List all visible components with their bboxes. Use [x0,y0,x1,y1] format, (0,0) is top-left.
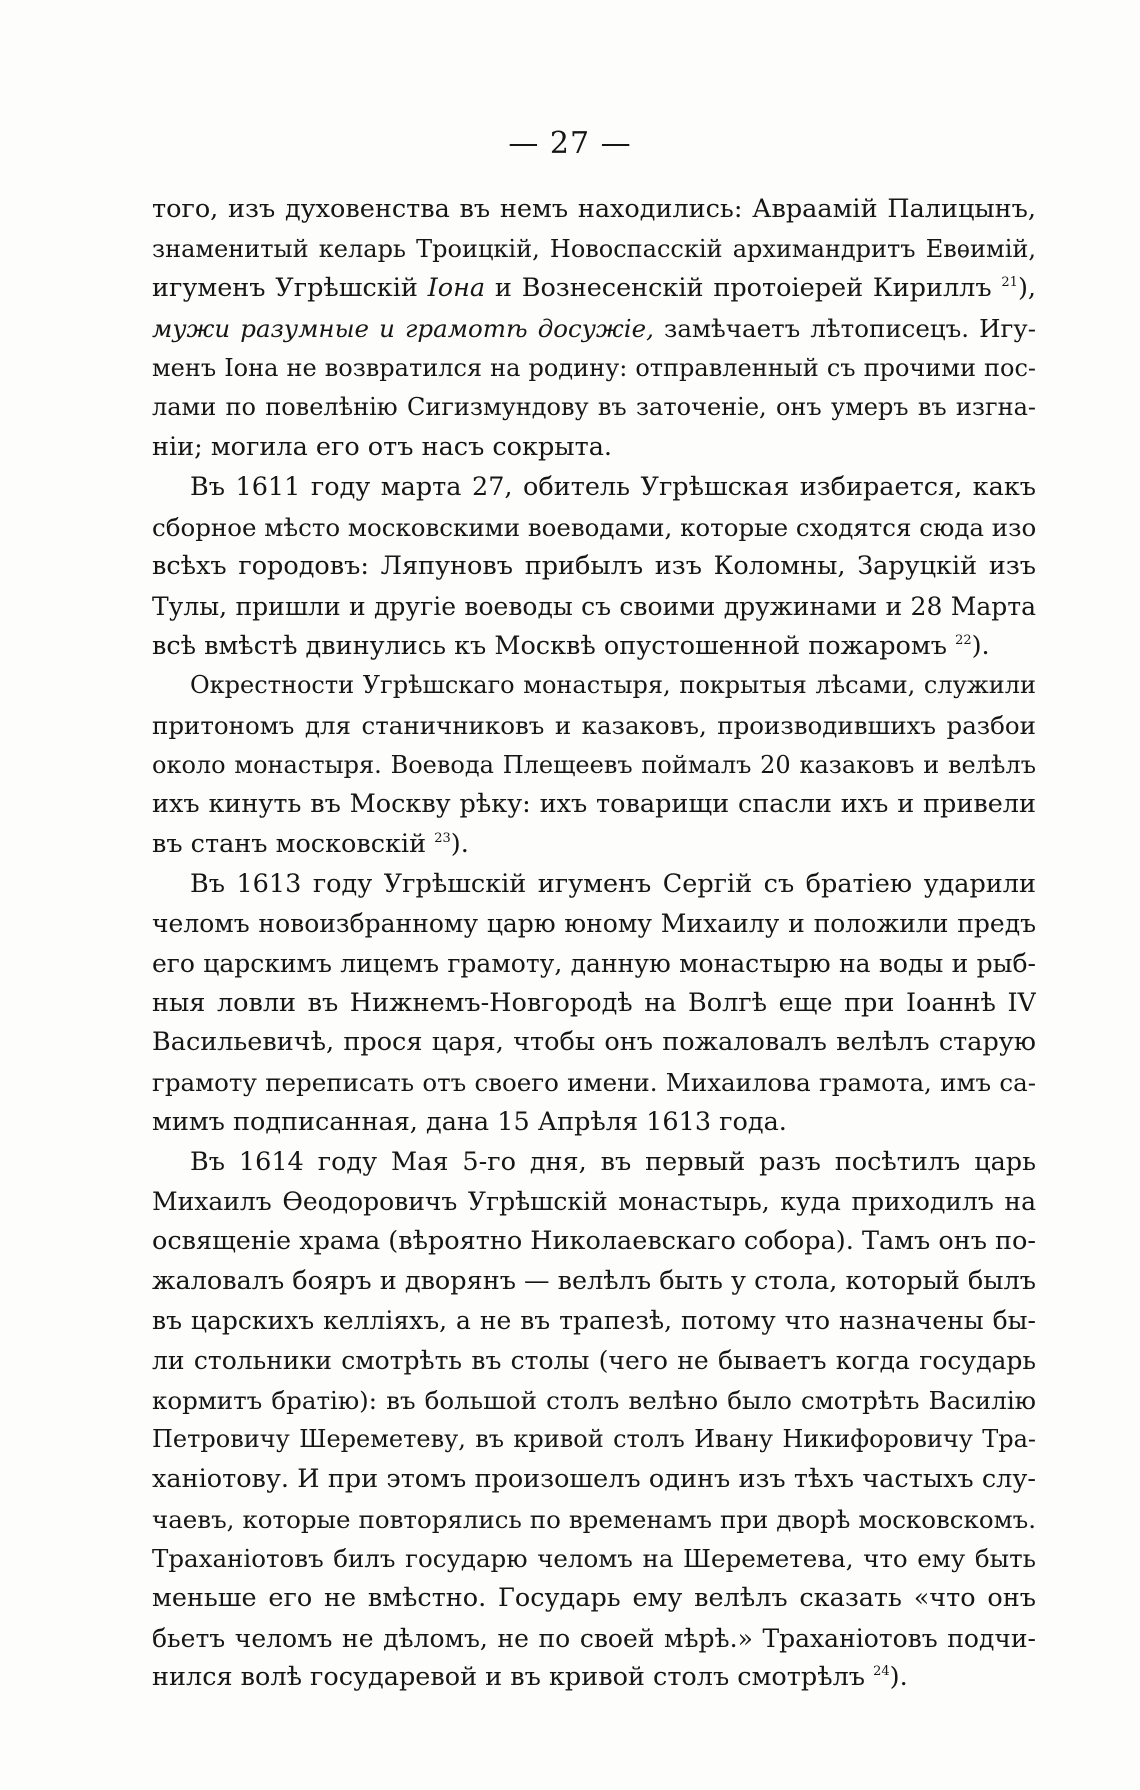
text-segment: ханіотову. И при этомъ произошелъ одинъ изъ тѣхъ частыхъ слу- [152,1464,1036,1494]
emphasis-text: мужи разумные и грамотѣ досужіе, [152,314,654,344]
text-line [152,1460,1036,1500]
text-segment: ), [1017,273,1036,304]
text-segment: Въ 1613 году Угрѣшскій игуменъ Сергій съ братіею ударили [190,868,1036,899]
text-segment: грамоту переписать отъ своего имени. Михаилова грамота, имъ са- [152,1068,1036,1098]
text-segment: всѣ вмѣстѣ двинулись къ Москвѣ опустошенной пожаромъ [152,630,956,661]
text-line [152,1341,1036,1381]
text-segment: его царскимъ лицемъ грамоту, данную монастырю на воды и рыб- [152,949,1036,979]
text-line [152,309,1036,349]
footnote-ref: 21 [1001,275,1018,291]
text-line [152,508,1036,548]
text-segment: въ царскихъ келліяхъ, а не въ трапезѣ, потому что назначены бы- [152,1306,1036,1336]
text-segment: ныя ловли въ Нижнемъ-Новгородѣ на Волгѣ еще при Іоаннѣ IV [152,987,1036,1018]
text-segment: кормитъ братію): въ большой столъ велѣно было смотрѣть Василію [152,1385,1036,1415]
text-segment: меньше его не вмѣстно. Государь ему велѣлъ сказать «что онъ [152,1583,1036,1614]
text-line [152,1420,1036,1460]
text-segment: жаловалъ бояръ и дворянъ — велѣлъ быть у стола, который былъ [152,1265,1036,1296]
text-line [152,746,1036,786]
emphasis-text: Іона [427,273,486,304]
text-segment: Васильевичѣ, прося царя, чтобы онъ пожаловалъ велѣлъ старую [152,1027,1036,1058]
text-segment: ли стольники смотрѣть въ столы (чего не бываетъ когда государь [152,1345,1036,1375]
text-segment: Въ 1611 году марта 27, обитель Угрѣшская избирается, какъ [190,471,1036,502]
text-line [152,1579,1036,1619]
text-segment: Въ 1614 году Мая 5-го дня, въ первый разъ посѣтилъ царь [190,1146,1036,1177]
text-line [152,1182,1036,1222]
text-line [152,1063,1036,1103]
text-line [152,904,1036,944]
text-line [152,706,1036,746]
text-segment: ). [450,829,469,859]
text-segment: освященіе храма (вѣроятно Николаевскаго собора). Тамъ онъ по- [152,1225,1036,1256]
text-line [152,825,1036,865]
text-line [152,230,1036,270]
text-segment: въ станъ московскій [152,829,435,859]
text-segment: игуменъ Угрѣшскій [152,273,428,304]
text-segment: Михаилъ Ѳеодоровичъ Угрѣшскій монастырь, куда приходилъ на [152,1187,1036,1217]
text-segment: чаевъ, которые повторялись по временамъ при дворѣ московскомъ. [152,1504,1036,1534]
text-segment: Траханіотовъ билъ государю челомъ на Шереметева, что ему быть [152,1544,1036,1574]
text-segment: Тулы, пришли и другіе воеводы съ своими дружинами и 28 Марта [152,591,1036,621]
text-line [152,1301,1036,1341]
text-segment: мимъ подписанная, дана 15 Апрѣля 1613 года. [152,1106,787,1137]
text-line [152,1539,1036,1579]
text-segment: Петровичу Шереметеву, въ кривой столъ Ивану Никифоровичу Тра- [152,1425,1036,1454]
text-line [152,1658,1036,1698]
text-segment: около монастыря. Воевода Плещеевъ поймалъ 20 казаковъ и велѣлъ [152,750,1036,779]
text-line [152,1500,1036,1540]
text-line [152,1222,1036,1262]
text-line [152,428,1036,468]
text-line [152,627,1036,667]
text-line [152,349,1036,389]
text-segment: лами по повелѣнію Сигизмундову въ заточеніе, онъ умеръ въ изгна- [152,393,1036,422]
text-segment: нился волѣ государевой и въ кривой столъ смотрѣлъ [152,1662,874,1693]
footnote-ref: 22 [955,632,972,648]
text-segment: Окрестности Угрѣшскаго монастыря, покрытыя лѣсами, служили [190,671,1036,700]
body-text [152,190,1036,1698]
text-line [152,1023,1036,1063]
text-segment: знаменитый келарь Троицкій, Новоспасскій архимандритъ Евѳимій, [152,234,1036,263]
text-line [152,1103,1036,1143]
text-line [152,468,1036,508]
text-line [152,1381,1036,1421]
text-segment: всѣхъ городовъ: Ляпуновъ прибылъ изъ Коломны, Заруцкій изъ [152,551,1036,582]
text-line [152,984,1036,1024]
text-segment: ніи; могила его отъ насъ сокрыта. [152,432,613,463]
text-segment: челомъ новоизбранному царю юному Михаилу и положили предъ [152,909,1036,939]
text-line [152,1262,1036,1302]
text-segment: ). [889,1662,908,1693]
page-number: — 27 — [508,126,632,161]
text-segment: ). [971,630,990,661]
text-line [152,865,1036,905]
text-line [152,666,1036,706]
text-segment: притономъ для станичниковъ и казаковъ, производившихъ разбои [152,710,1036,740]
text-segment: замѣчаетъ лѣтописецъ. Игу- [653,314,1036,344]
text-line [152,1143,1036,1183]
text-segment: бьетъ челомъ не дѣломъ, не по своей мѣрѣ.» Траханіотовъ подчи- [152,1623,1036,1653]
text-line [152,547,1036,587]
footnote-ref: 23 [434,831,451,846]
text-line [152,269,1036,309]
text-segment: того, изъ духовенства въ немъ находились: Авраамій Палицынъ, [152,194,1036,224]
text-line [152,944,1036,984]
text-segment: менъ Іона не возвратился на родину: отправленный съ прочими пос- [152,353,1036,382]
text-line [152,388,1036,428]
text-line [152,785,1036,825]
text-segment: сборное мѣсто московскими воеводами, которые сходятся сюда изо [152,512,1036,542]
text-line [152,1619,1036,1659]
text-line [152,190,1036,230]
footnote-ref: 24 [873,1664,890,1680]
text-line [152,587,1036,627]
text-segment: и Вознесенскій протоіерей Кириллъ [485,273,1002,304]
text-segment: ихъ кинуть въ Москву рѣку: ихъ товарищи спасли ихъ и привели [152,789,1036,820]
